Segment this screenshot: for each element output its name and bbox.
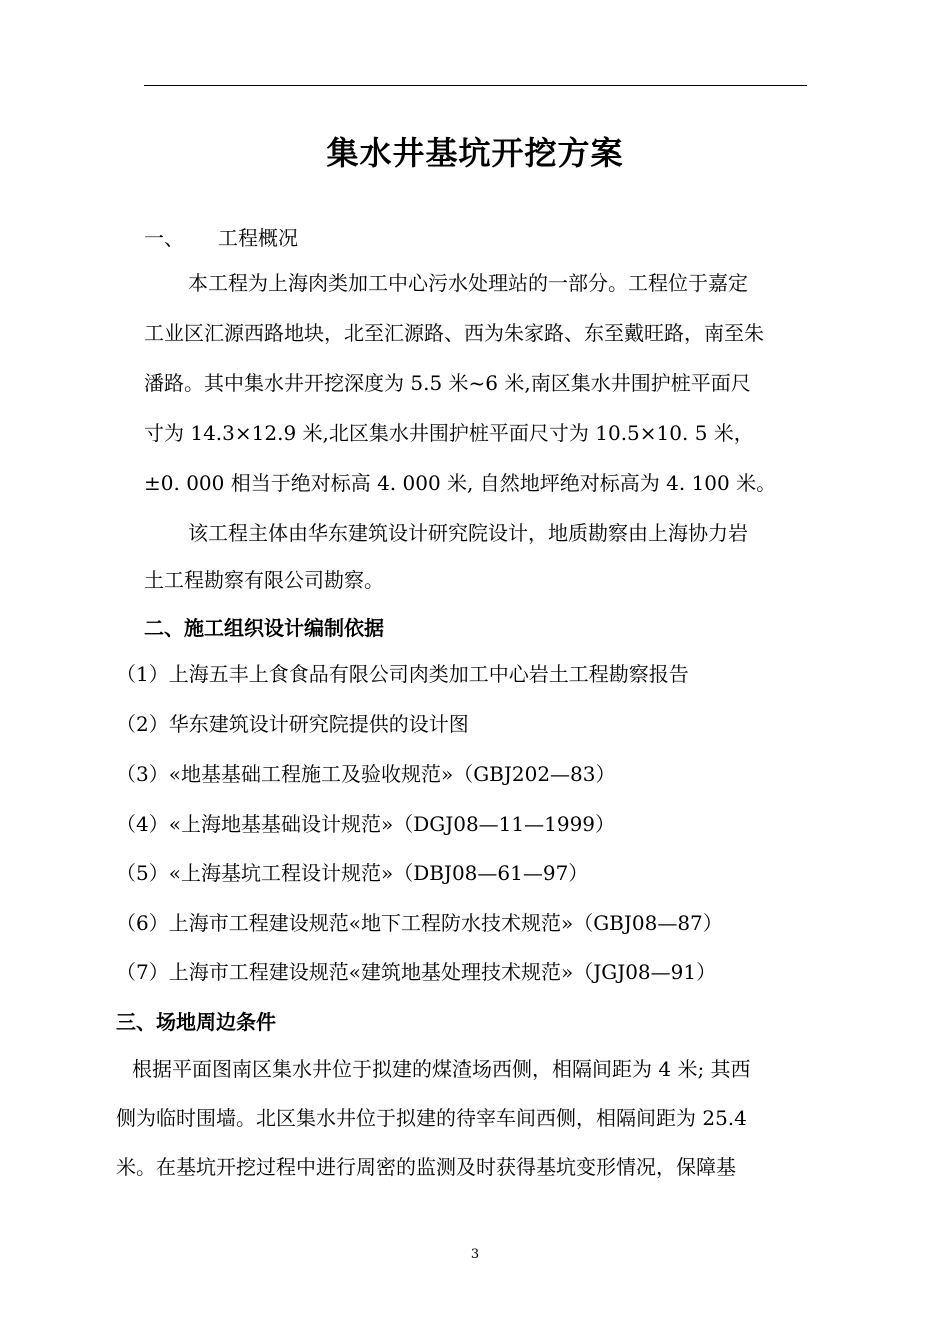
section2-heading: 二、施工组织设计编制依据	[144, 616, 384, 640]
para1-line: 寸为 14.3×12.9 米,北区集水井围护桩平面尺寸为 10.5×10. 5 米，	[144, 421, 754, 445]
header-rule	[144, 85, 807, 86]
page-number: 3	[470, 1247, 480, 1262]
section1-number: 一、	[144, 226, 184, 250]
section3-line: 侧为临时围墙。北区集水井位于拟建的待宰车间西侧，相隔间距为 25.4	[116, 1106, 747, 1130]
reference-item: （3）«地基基础工程施工及验收规范»（GBJ202—83）	[116, 762, 616, 786]
para2-line: 该工程主体由华东建筑设计研究院设计，地质勘察由上海协力岩	[188, 521, 748, 545]
reference-item: （5）«上海基坑工程设计规范»（DBJ08—61—97）	[116, 861, 589, 885]
reference-item: （2）华东建筑设计研究院提供的设计图	[116, 712, 469, 736]
section1-title: 工程概况	[218, 226, 298, 250]
document-title: 集水井基坑开挖方案	[326, 134, 624, 172]
reference-item: （6）上海市工程建设规范«地下工程防水技术规范»（GBJ08—87）	[116, 911, 723, 935]
para2-line: 土工程勘察有限公司勘察。	[144, 568, 384, 592]
para1-line: ±0. 000 相当于绝对标高 4. 000 米, 自然地坪绝对标高为 4. 100 米。	[144, 471, 777, 495]
para1-line: 工业区汇源西路地块，北至汇源路、西为朱家路、东至戴旺路，南至朱	[144, 321, 764, 345]
para1-line: 本工程为上海肉类加工中心污水处理站的一部分。工程位于嘉定	[188, 271, 748, 295]
para1-line: 潘路。其中集水井开挖深度为 5.5 米~6 米,南区集水井围护桩平面尺	[144, 371, 751, 395]
section3-line: 根据平面图南区集水井位于拟建的煤渣场西侧，相隔间距为 4 米; 其西	[132, 1057, 751, 1081]
reference-item: （1）上海五丰上食食品有限公司肉类加工中心岩土工程勘察报告	[116, 662, 689, 686]
section1-heading	[144, 226, 298, 250]
section3-line: 米。在基坑开挖过程中进行周密的监测及时获得基坑变形情况，保障基	[116, 1155, 736, 1179]
reference-item: （4）«上海地基基础设计规范»（DGJ08—11—1999）	[116, 812, 616, 836]
section3-heading: 三、场地周边条件	[116, 1010, 276, 1034]
reference-item: （7）上海市工程建设规范«建筑地基处理技术规范»（JGJ08—91）	[116, 960, 717, 984]
